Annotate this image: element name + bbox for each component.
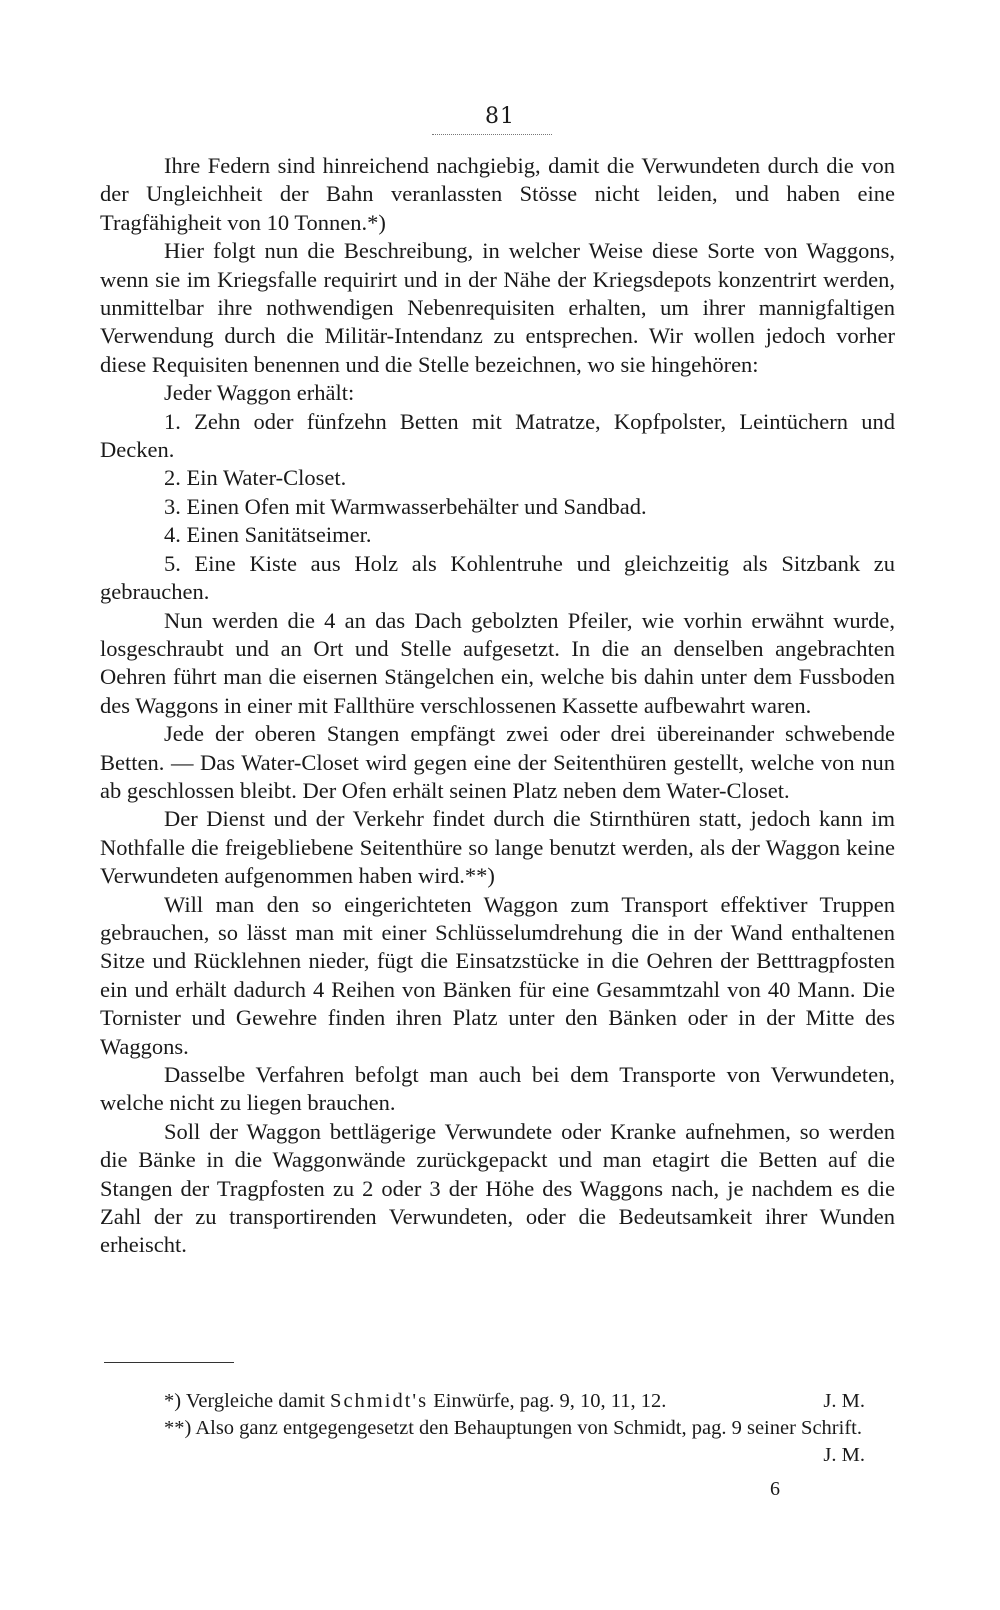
footnote [100, 1388, 895, 1415]
paragraph: Ihre Federn sind hinreichend nachgiebig, damit die Verwundeten durch die von der Ungleichheit der Bahn veranlassten Stösse nicht leiden, und haben eine Tragfähigheit von 10 Tonnen.*) [100, 153, 895, 235]
paragraph: Jede der oberen Stangen empfängt zwei oder drei übereinander schwebende Betten. — Das Water-Closet wird gegen eine der Seitenthüren gestellt, welche von nun ab geschlossen bleibt. Der Ofen erhält seinen Platz neben dem Water-Closet. [100, 721, 895, 803]
footnote-signature: J. M. [823, 1444, 865, 1466]
paragraph: Will man den so eingerichteten Waggon zum Transport effektiver Truppen gebrauchen, so lässt man mit einer Schlüsselumdrehung die in der Wand enthaltenen Sitze und Rücklehnen nieder, fügt die Einsatzstücke in die Oehren der Betttragpfosten ein und erhält dadurch 4 Reihen von Bänken für eine Gesammtzahl von 40 Mann. Die Tornister und Gewehre finden ihren Platz unter den Bänken oder in der Mitte des Waggons. [100, 891, 895, 1059]
list-item: 1. Zehn oder fünfzehn Betten mit Matratze, Kopfpolster, Leintüchern und Decken. [100, 408, 895, 463]
header-rule [432, 134, 552, 135]
list-item: 4. Einen Sanitätseimer. [164, 522, 372, 548]
footnote [100, 1415, 895, 1466]
body-text [100, 152, 895, 1260]
list-item: 5. Eine Kiste aus Holz als Kohlentruhe und gleichzeitig als Sitzbank zu gebrauchen. [100, 550, 895, 605]
paragraph: Hier folgt nun die Beschreibung, in welcher Weise diese Sorte von Waggons, wenn sie im Kriegsfalle requirirt und in der Nähe der Kriegsdepots konzentrirt werden, unmittelbar ihre nothwendigen Nebenrequisiten erhalten, um ihrer mannigfaltigen Verwendung durch die Militär-Intendanz zu entsprechen. Wir wollen jedoch vorher diese Requisiten benennen und die Stelle bezeichnen, wo sie hingehören: [100, 238, 895, 377]
footnote-rule [104, 1362, 234, 1363]
printer-signature: 6 [770, 1478, 780, 1500]
list-item: 3. Einen Ofen mit Warmwasserbehälter und Sandbad. [164, 493, 647, 519]
list-item: 2. Ein Water-Closet. [164, 465, 347, 491]
paragraph: Nun werden die 4 an das Dach gebolzten Pfeiler, wie vorhin erwähnt wurde, losgeschraubt und an Ort und Stelle aufgesetzt. In die an denselben angebrachten Oehren führt man die eisernen Stängelchen ein, welche bis dahin unter dem Fussboden des Waggons in einer mit Fallthüre verschlossenen Kassette aufbewahrt waren. [100, 607, 895, 718]
footnote-text: *) Vergleiche damit [164, 1390, 331, 1412]
paragraph: Jeder Waggon erhält: [164, 380, 355, 406]
page-number: 81 [485, 104, 515, 129]
footnote-author: Schmidt's [330, 1390, 429, 1412]
footnote-signature: J. M. [823, 1390, 865, 1412]
footnote-text: **) Also ganz entgegengesetzt den Behauptungen von Schmidt, pag. 9 seiner Schrift. [164, 1417, 862, 1439]
paragraph: Der Dienst und der Verkehr findet durch die Stirnthüren statt, jedoch kann im Nothfalle die freigebliebene Seitenthüre so lange benutzt werden, als der Waggon keine Verwundeten aufgenommen haben wird.**) [100, 806, 895, 889]
footnotes [100, 1388, 895, 1469]
footnote-text: Einwürfe, pag. 9, 10, 11, 12. [428, 1390, 667, 1412]
paragraph: Dasselbe Verfahren befolgt man auch bei dem Transporte von Verwundeten, welche nicht zu liegen brauchen. [100, 1062, 895, 1116]
paragraph: Soll der Waggon bettlägerige Verwundete oder Kranke aufnehmen, so werden die Bänke in die Waggonwände zurückgepackt und man etagirt die Betten auf die Stangen der Tragpfosten zu 2 oder 3 der Höhe des Waggons nach, je nachdem es die Zahl der zu transportirenden Verwundeten, oder die Bedeutsamkeit ihrer Wunden erheischt. [100, 1118, 895, 1258]
